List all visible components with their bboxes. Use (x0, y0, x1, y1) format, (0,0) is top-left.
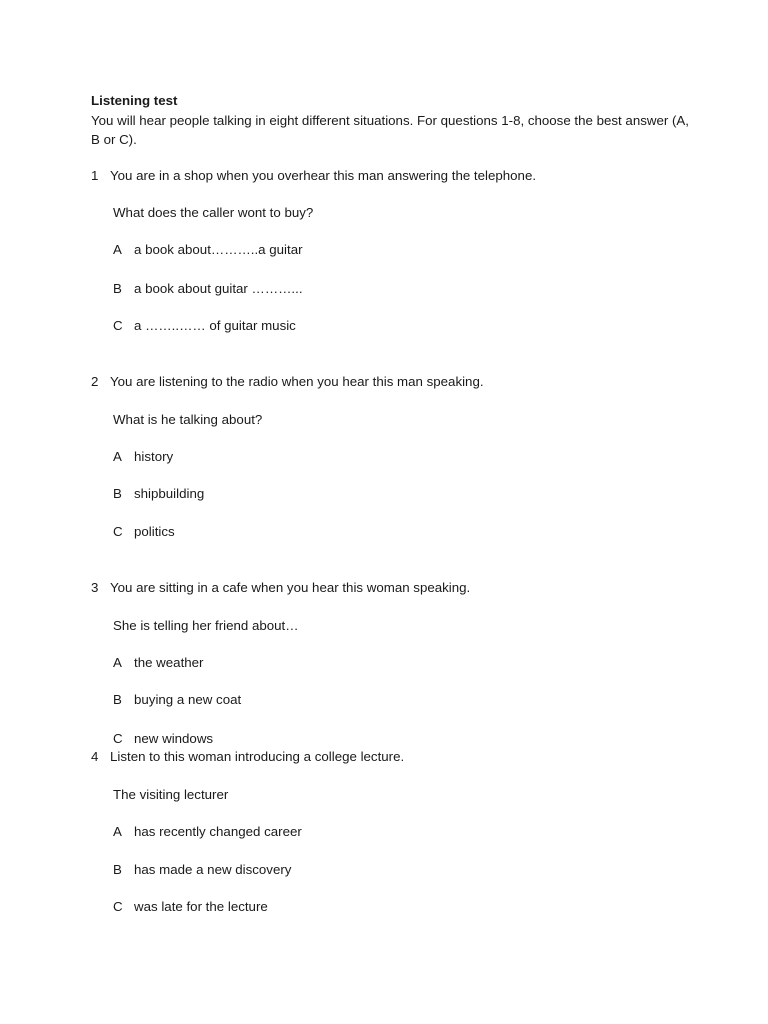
option-text: has made a new discovery (134, 862, 292, 877)
situation-text: You are in a shop when you overhear this man answering the telephone. (110, 168, 537, 183)
question-2-option-b (113, 485, 204, 503)
page-title: Listening test (91, 93, 178, 108)
option-text: buying a new coat (134, 692, 242, 707)
option-letter: A (113, 242, 122, 257)
question-1-prompt: What does the caller wont to buy? (113, 205, 314, 220)
question-number: 2 (91, 374, 99, 389)
option-letter: B (113, 862, 122, 877)
option-text: new windows (134, 731, 214, 746)
question-4-option-b (113, 861, 291, 879)
option-text: politics (134, 524, 175, 539)
option-text: has recently changed career (134, 824, 302, 839)
option-text: the weather (134, 655, 204, 670)
question-number: 1 (91, 168, 99, 183)
question-2-situation (91, 373, 484, 391)
option-letter: B (113, 281, 122, 296)
question-3-option-a (113, 654, 203, 672)
option-letter: C (113, 899, 123, 914)
option-letter: C (113, 731, 123, 746)
question-4-prompt: The visiting lecturer (113, 787, 229, 802)
option-text: a ……..…… of guitar music (134, 318, 296, 333)
situation-text: You are sitting in a cafe when you hear this woman speaking. (110, 580, 471, 595)
question-3-option-c (113, 730, 213, 748)
question-1-situation (91, 167, 536, 185)
question-4-situation (91, 748, 404, 766)
question-4-option-c (113, 898, 268, 916)
question-number: 3 (91, 580, 99, 595)
question-4-option-a (113, 823, 302, 841)
option-letter: A (113, 655, 122, 670)
question-2-option-a (113, 448, 173, 466)
option-letter: A (113, 824, 122, 839)
instructions-text: You will hear people talking in eight different situations. For questions 1-8, choose the best answer (A, B or C). (91, 113, 689, 147)
option-text: a book about guitar ………... (134, 281, 303, 296)
option-letter: C (113, 524, 123, 539)
option-letter: C (113, 318, 123, 333)
question-3-prompt: She is telling her friend about… (113, 618, 299, 633)
option-letter: A (113, 449, 122, 464)
question-2-option-c (113, 523, 175, 541)
question-1-option-c (113, 317, 296, 335)
situation-text: You are listening to the radio when you hear this man speaking. (110, 374, 484, 389)
question-1-option-b (113, 280, 303, 298)
option-letter: B (113, 486, 122, 501)
question-3-situation (91, 579, 470, 597)
option-text: history (134, 449, 174, 464)
option-text: shipbuilding (134, 486, 205, 501)
situation-text: Listen to this woman introducing a college lecture. (110, 749, 405, 764)
option-text: was late for the lecture (134, 899, 268, 914)
question-3-option-b (113, 691, 241, 709)
question-number: 4 (91, 749, 99, 764)
question-1-option-a (113, 241, 303, 259)
option-text: a book about………..a guitar (134, 242, 303, 257)
option-letter: B (113, 692, 122, 707)
question-2-prompt: What is he talking about? (113, 412, 263, 427)
